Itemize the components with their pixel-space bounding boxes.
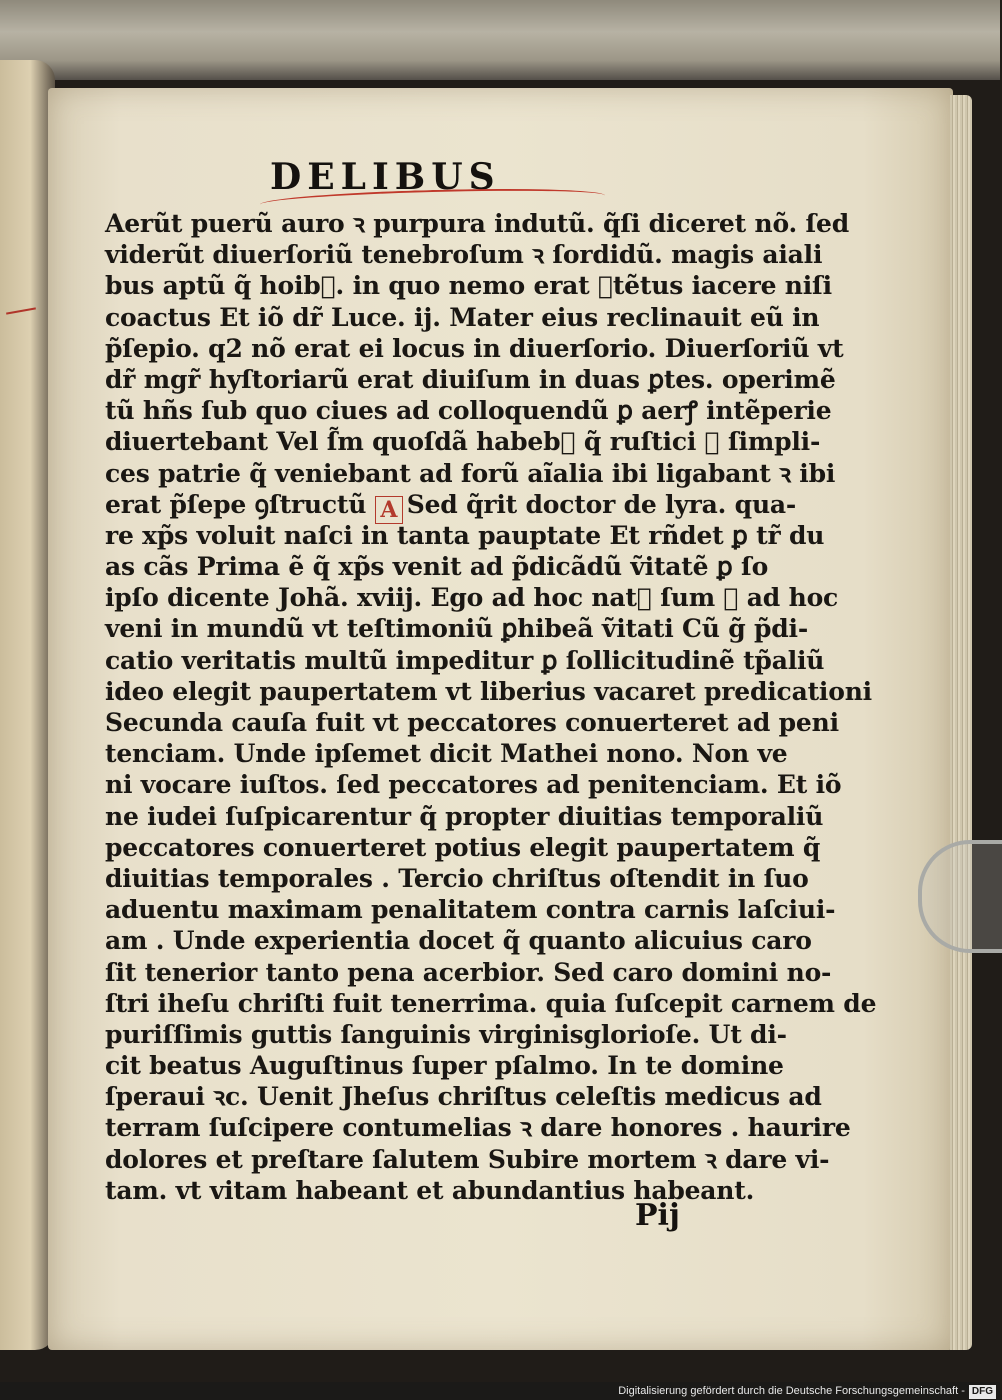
footer-text: Digitalisierung gefördert durch die Deutsche Forschungsgemeinschaft - — [618, 1385, 965, 1397]
digitization-footer — [0, 1382, 1000, 1400]
text-line: re xp̃s voluit naſci in tanta pauptate Et rñdet ꝑ tr̃ du — [105, 520, 825, 550]
text-line: Secunda cauſa fuit vt peccatores conuerteret ad peni — [105, 708, 839, 737]
incunable-text-block — [105, 152, 877, 1206]
text-line: viderũt diuerſoriũ tenebroſum ꝛ ſordidũ. magis aiali — [105, 240, 823, 270]
text-line: coactus Et iõ dr̃ Luce. ij. Mater eius reclinauit eũ in — [105, 302, 820, 332]
text-line: as cãs Prima ẽ q̃ xp̃s venit ad p̃dicãdũ ṽitatẽ ꝑ ſo — [105, 552, 769, 582]
text-line: tenciam. Unde ipſemet dicit Mathei nono. Non ve — [105, 739, 788, 769]
text-line: puriſſimis guttis ſanguinis virginisglorioſe. Ut di- — [105, 1019, 787, 1049]
page-fore-edge — [950, 95, 972, 1350]
text-line: ſtri iheſu chriſti fuit tenerrima. quia ſuſcepit carnem de — [105, 988, 877, 1018]
text-line: peccatores conuerteret potius elegit paupertatem q̃ — [105, 832, 821, 862]
dfg-logo: DFG — [969, 1385, 996, 1399]
text-line: diuitias temporales . Tercio chriſtus oſtendit in ſuo — [105, 863, 809, 893]
text-line: ipſo dicente Johã. xviij. Ego ad hoc nat᷒ ſum ꝛ ad hoc — [105, 583, 839, 613]
page-heading: DELIBUS — [270, 156, 501, 198]
text-line: ſit tenerior tanto pena acerbior. Sed caro domini no- — [105, 957, 832, 987]
signature-mark: Pij — [635, 1198, 680, 1233]
text-line: ni vocare iuſtos. ſed peccatores ad penitenciam. Et iõ — [105, 770, 842, 800]
text-line: am . Unde experientia docet q̃ quanto alicuius caro — [105, 926, 812, 956]
text-line: bus aptũ q̃ hoib᷒. in quo nemo erat ꝯtẽtus iacere niſi — [105, 271, 832, 301]
text-line: dolores et preſtare ſalutem Subire mortem ꝛ dare vi- — [105, 1144, 830, 1174]
text-line: aduentu maximam penalitatem contra carnis laſciui- — [105, 895, 836, 925]
text-line: veni in mundũ vt teſtimoniũ ꝑhibeã ṽitati Cũ g̃ p̃di- — [105, 614, 809, 644]
text-line: terram ſuſcipere contumelias ꝛ dare honores . haurire — [105, 1113, 851, 1143]
text-line: catio veritatis multũ impeditur ꝑ ſollicitudinẽ tp̃aliũ — [105, 645, 825, 675]
text-line: ſperaui ꝛc. Uenit Jheſus chriſtus celeſtis medicus ad — [105, 1082, 822, 1112]
text-line: Aerũt puerũ auro ꝛ purpura indutũ. q̃ſi diceret nõ. ſed — [105, 209, 850, 238]
rubricated-initial: A — [375, 496, 403, 524]
page-clip — [918, 840, 1002, 953]
left-page-rubric-mark — [6, 307, 36, 314]
book-top-edge — [0, 0, 1000, 80]
text-line: tam. vt vitam habeant et abundantius habeant. — [105, 1175, 755, 1205]
text-line: dr̃ mgr̃ hyſtoriarũ erat diuiſum in duas ꝑtes. operimẽ — [105, 364, 836, 394]
left-page-edge — [0, 60, 55, 1350]
text-line-rubricated — [105, 489, 797, 523]
text-line-start: erat p̃ſepe ꝯſtructũ — [105, 489, 367, 519]
text-line: ideo elegit paupertatem vt liberius vacaret predicationi — [105, 676, 872, 706]
text-line: cit beatus Auguſtinus ſuper pſalmo. In te domine — [105, 1051, 784, 1081]
text-line: diuertebant Vel ſ̃m quoſdã habeb᷑ q̃ ruſtici ꝛ ſimpli- — [105, 427, 821, 457]
text-line: ces patrie q̃ veniebant ad forũ aĩalia ibi ligabant ꝛ ibi — [105, 458, 836, 488]
text-line: ne iudei ſuſpicarentur q̃ propter diuitias temporaliũ — [105, 801, 824, 831]
rubricated-text: Sed q̃rit doctor de lyra. qua- — [406, 489, 797, 519]
text-line: tũ hñs ſub quo ciues ad colloquendũ ꝑ aerꝭ intẽperie — [105, 396, 832, 426]
text-line: p̃ſepio. q2 nõ erat ei locus in diuerſorio. Diuerſoriũ vt — [105, 333, 844, 363]
